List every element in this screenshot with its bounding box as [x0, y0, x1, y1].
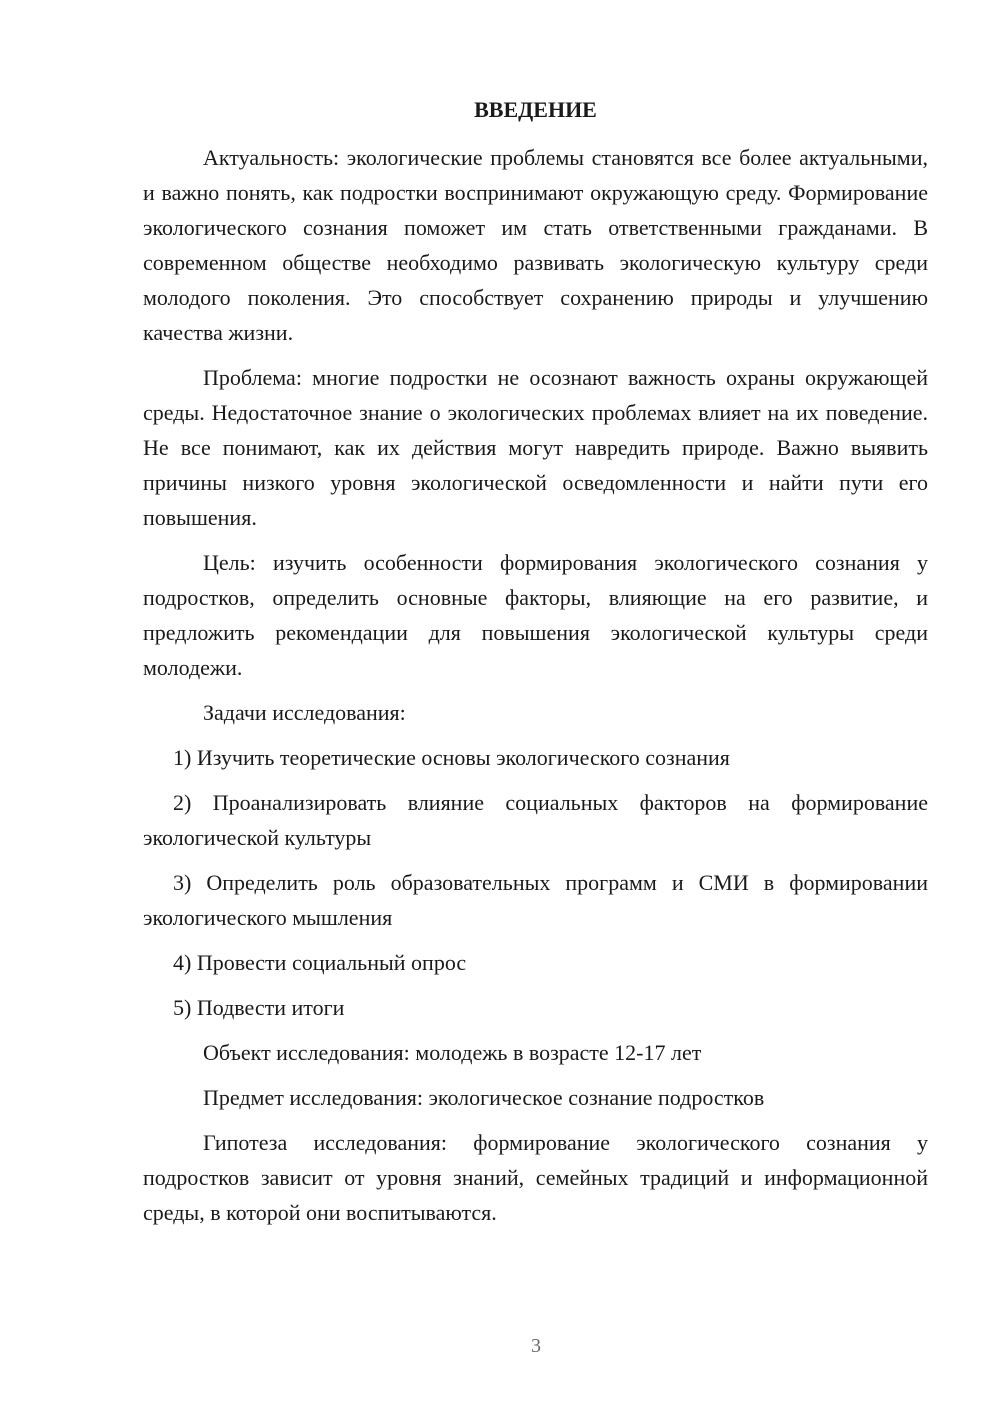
- page-title: ВВЕДЕНИЕ: [474, 97, 597, 122]
- task-item-1: 1) Изучить теоретические основы экологического сознания: [173, 745, 730, 770]
- goal-paragraph: Цель: изучить особенности формирования экологического сознания у подростков, определить основные факторы, влияющие на его развитие, и предложить рекомендации для повышения экологической культуры среди молодежи.: [143, 550, 928, 680]
- problem-paragraph: Проблема: многие подростки не осознают важность охраны окружающей среды. Недостаточное знание о экологических проблемах влияет на их поведение. Не все понимают, как их действия могут навредить природе. Важно выявить причины низкого уровня экологической осведомленности и найти пути его повышения.: [143, 365, 928, 530]
- task-item-3: 3) Определить роль образовательных программ и СМИ в формировании экологического мышления: [143, 870, 928, 930]
- research-subject: Предмет исследования: экологическое сознание подростков: [203, 1085, 765, 1110]
- document-body: [143, 95, 928, 1240]
- task-item-5: 5) Подвести итоги: [173, 995, 345, 1020]
- tasks-heading: Задачи исследования:: [203, 700, 406, 725]
- task-item-2: 2) Проанализировать влияние социальных факторов на формирование экологической культуры: [143, 790, 928, 850]
- research-hypothesis: Гипотеза исследования: формирование экологического сознания у подростков зависит от уровня знаний, семейных традиций и информационной среды, в которой они воспитываются.: [143, 1130, 928, 1225]
- task-item-4: 4) Провести социальный опрос: [173, 950, 467, 975]
- relevance-paragraph: Актуальность: экологические проблемы становятся все более актуальными, и важно понять, как подростки воспринимают окружающую среду. Формирование экологического сознания поможет им стать ответственными гражданами. В современном обществе необходимо развивать экологическую культуру среди молодого поколения. Это способствует сохранению природы и улучшению качества жизни.: [143, 145, 928, 345]
- research-object: Объект исследования: молодежь в возрасте 12-17 лет: [203, 1040, 702, 1065]
- page-number: 3: [531, 1335, 541, 1357]
